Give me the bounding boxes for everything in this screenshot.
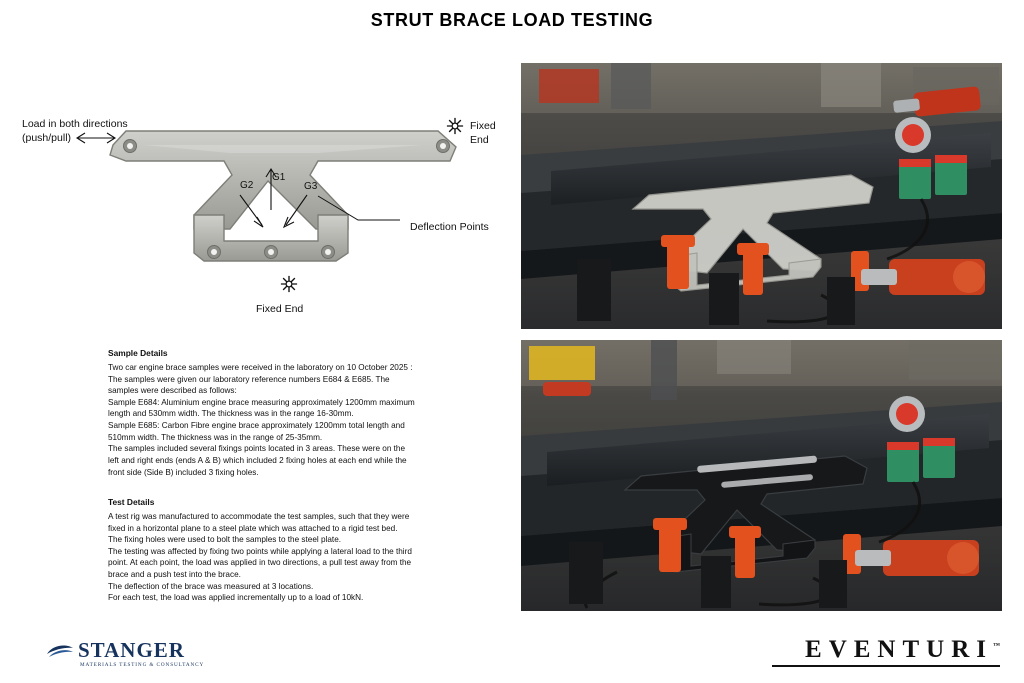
strut-brace-diagram: [18, 95, 508, 340]
gauge-label-g1: G1: [272, 172, 286, 183]
test-details-block: [108, 497, 468, 604]
gauge-label-g3: G3: [304, 181, 318, 192]
sample-details-line: The samples included several fixings points located in 3 areas. These were on the: [108, 444, 406, 454]
page-title: STRUT BRACE LOAD TESTING: [370, 10, 654, 30]
sample-details-line: 510mm width. The thickness was in the range of 25-35mm.: [108, 432, 323, 442]
fixed-end-top-label: Fixed End: [470, 120, 496, 146]
eventuri-name: EVENTURI™: [805, 636, 1000, 663]
test-details-line: The testing was affected by fixing two points while applying a lateral load to the third: [108, 546, 412, 556]
deflection-points-label: Deflection Points: [410, 221, 489, 233]
test-details-line: For each test, the load was applied incrementally up to a load of 10kN.: [108, 593, 364, 603]
eventuri-logo: [772, 636, 1000, 667]
stanger-mark-icon: [45, 640, 75, 660]
photo-aluminium-brace-on-test-rig: [521, 63, 1002, 329]
load-direction-label: Load in both directions (push/pull): [22, 118, 128, 144]
fixed-end-top-icon: [446, 117, 464, 135]
sample-details-line: front side (Side B) included 3 fixing holes.: [108, 467, 259, 477]
test-details-heading: Test Details: [108, 497, 155, 507]
sample-details-line: samples were described as follows:: [108, 386, 237, 396]
sample-details-line: Sample E685: Carbon Fibre engine brace approximately 1200mm total length and: [108, 421, 405, 431]
test-details-line: fixed in a horizontal plane to a steel plate which was attached to a rigid test bed.: [108, 523, 398, 533]
sample-details-line: left and right ends (ends A & B) which included 2 fixing holes at each end while the: [108, 456, 407, 466]
sample-details-line: Two car engine brace samples were received in the laboratory on 10 October 2025 :: [108, 362, 413, 372]
fixed-end-bottom-icon: [280, 275, 298, 293]
sample-details-line: Sample E684: Aluminium engine brace measuring approximately 1200mm maximum: [108, 397, 415, 407]
sample-details-block: [108, 348, 468, 478]
brace-shape: [110, 131, 456, 261]
sample-details-line: The samples were given our laboratory reference numbers E684 & E685. The: [108, 374, 390, 384]
sample-details-heading: Sample Details: [108, 348, 168, 358]
test-details-line: A test rig was manufactured to accommodate the test samples, such that they were: [108, 511, 410, 521]
eventuri-tm: ™: [993, 641, 1000, 650]
test-details-line: point. At each point, the load was applied in two directions, a pull test away from the: [108, 558, 412, 568]
test-details-line: The fixing holes were used to bolt the samples to the steel plate.: [108, 535, 342, 545]
stanger-logo: [45, 638, 245, 670]
gauge-label-g2: G2: [240, 180, 254, 191]
eventuri-underline: [772, 665, 1000, 667]
test-details-line: The deflection of the brace was measured at 3 locations.: [108, 581, 314, 591]
stanger-name: STANGER: [78, 638, 185, 662]
sample-details-line: length and 530mm width. The thickness was in the range 16-30mm.: [108, 409, 354, 419]
test-details-line: brace and a push test into the brace.: [108, 570, 241, 580]
photo-carbon-fibre-brace-on-test-rig: [521, 340, 1002, 611]
stanger-tagline: MATERIALS TESTING & CONSULTANCY: [80, 662, 205, 668]
fixed-end-bottom-label: Fixed End: [256, 303, 304, 315]
